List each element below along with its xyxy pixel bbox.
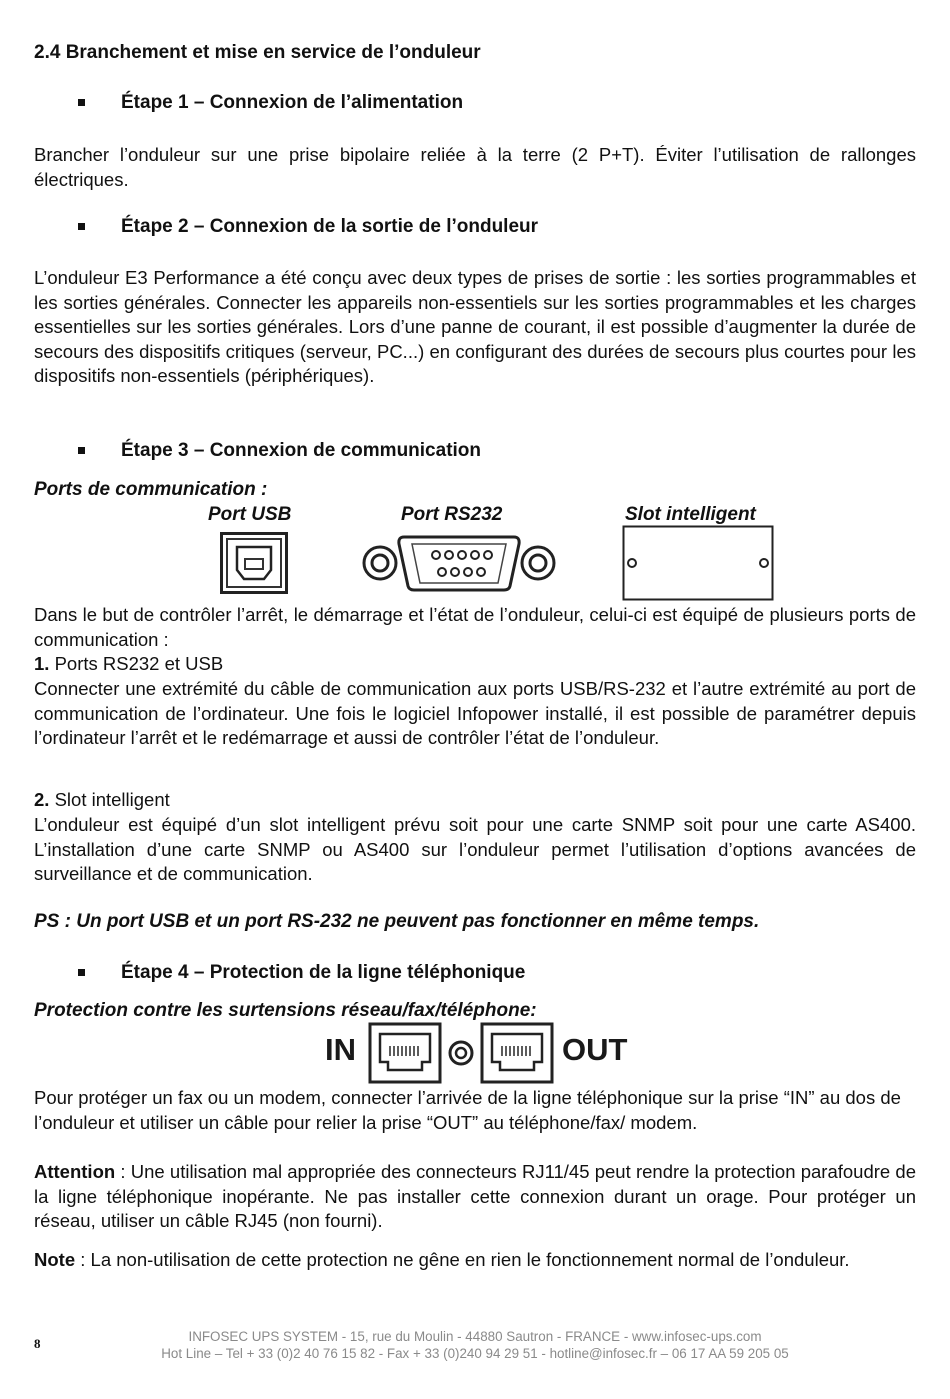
attention-text: : Une utilisation mal appropriée des connecteurs RJ11/45 peut rendre la protection parafoudre de la ligne téléphonique inopérante. Ne pas installer cette connexion durant un orage. Pour protéger un réseau, utiliser un câble RJ45 (non fourni). (34, 1161, 916, 1232)
section-title: 2.4 Branchement et mise en service de l’onduleur (34, 42, 481, 63)
item-2-paragraph: L’onduleur est équipé d’un slot intelligent prévu soit pour une carte SNMP soit pour une carte AS400. L’installation d’une carte SNMP ou AS400 sur l’onduleur permet l’utilisation d’options avancées de surveillance et de communication. (34, 814, 916, 885)
bullet-square-icon (78, 447, 85, 454)
attention-paragraph (34, 1160, 916, 1234)
attention-label: Attention (34, 1161, 116, 1182)
bullet-square-icon (78, 969, 85, 976)
item-1-label: Ports RS232 et USB (49, 653, 224, 674)
usb-port-icon (220, 532, 288, 594)
intelligent-slot-icon (622, 525, 774, 601)
bullet-square-icon (78, 223, 85, 230)
rj11-ports-icon (368, 1022, 558, 1084)
step-3-title: Étape 3 – Connexion de communication (121, 440, 482, 461)
item-1-heading (34, 652, 916, 677)
rs232-port-icon (360, 532, 558, 594)
step-2-title: Étape 2 – Connexion de la sortie de l’onduleur (121, 216, 539, 237)
footer-line-1: INFOSEC UPS SYSTEM - 15, rue du Moulin - 44880 Sautron - FRANCE - www.infosec-ups.com (188, 1329, 762, 1344)
ports-heading: Ports de communication : (34, 479, 268, 500)
step-4-paragraph: Pour protéger un fax ou un modem, connecter l’arrivée de la ligne téléphonique sur la prise “IN” au dos de l’onduleur et utiliser un câble pour relier la prise “OUT” au téléphone/fax/ modem. (34, 1087, 901, 1133)
step-1-title: Étape 1 – Connexion de l’alimentation (121, 92, 464, 113)
item-2-label: Slot intelligent (49, 789, 170, 810)
port-rs232-label: Port RS232 (401, 504, 503, 525)
page-number: 8 (34, 1336, 41, 1351)
item-1-paragraph: Connecter une extrémité du câble de communication aux ports USB/RS-232 et l’autre extrémité au port de communication de l’ordinateur. Une fois le logiciel Infopower installé, il est possible de paramétrer depuis l’ordinateur l’arrêt et le redémarrage et aussi de contrôler l’état de l’onduleur. (34, 678, 916, 749)
ps-note: PS : Un port USB et un port RS-232 ne peuvent pas fonctionner en même temps. (34, 911, 760, 932)
step-2-paragraph: L’onduleur E3 Performance a été conçu avec deux types de prises de sortie : les sorties programmables et les sorties générales. Connecter les appareils non-essentiels sur les sorties programmables et les charges essentielles sur les sorties générales. Lors d’une panne de courant, il est possible d’augmenter la durée de secours des dispositifs critiques (serveur, PC...) en configurant des durées de secours plus courtes pour les dispositifs non-essentiels (périphériques). (34, 267, 916, 387)
item-2-number: 2. (34, 789, 50, 810)
in-label: IN (325, 1032, 356, 1067)
communication-intro: Dans le but de contrôler l’arrêt, le démarrage et l’état de l’onduleur, celui-ci est équipé de plusieurs ports de communication : (34, 604, 916, 650)
item-1-number: 1. (34, 653, 50, 674)
note-text: : La non-utilisation de cette protection ne gêne en rien le fonctionnement normal de l’onduleur. (75, 1249, 850, 1270)
bullet-square-icon (78, 99, 85, 106)
item-2-heading (34, 788, 916, 813)
slot-intelligent-label: Slot intelligent (625, 504, 756, 525)
step-4-title: Étape 4 – Protection de la ligne téléphonique (121, 962, 526, 983)
note-paragraph (34, 1248, 916, 1273)
port-usb-label: Port USB (208, 504, 292, 525)
protection-subheading: Protection contre les surtensions réseau/fax/téléphone: (34, 1000, 537, 1021)
out-label: OUT (562, 1032, 628, 1067)
footer-line-2: Hot Line – Tel + 33 (0)2 40 76 15 82 - Fax + 33 (0)240 94 29 51 - hotline@infosec.fr – 06 17 AA 59 205 05 (161, 1346, 789, 1361)
step-1-paragraph: Brancher l’onduleur sur une prise bipolaire reliée à la terre (2 P+T). Éviter l’utilisation de rallonges électriques. (34, 144, 916, 190)
note-label: Note (34, 1249, 76, 1270)
